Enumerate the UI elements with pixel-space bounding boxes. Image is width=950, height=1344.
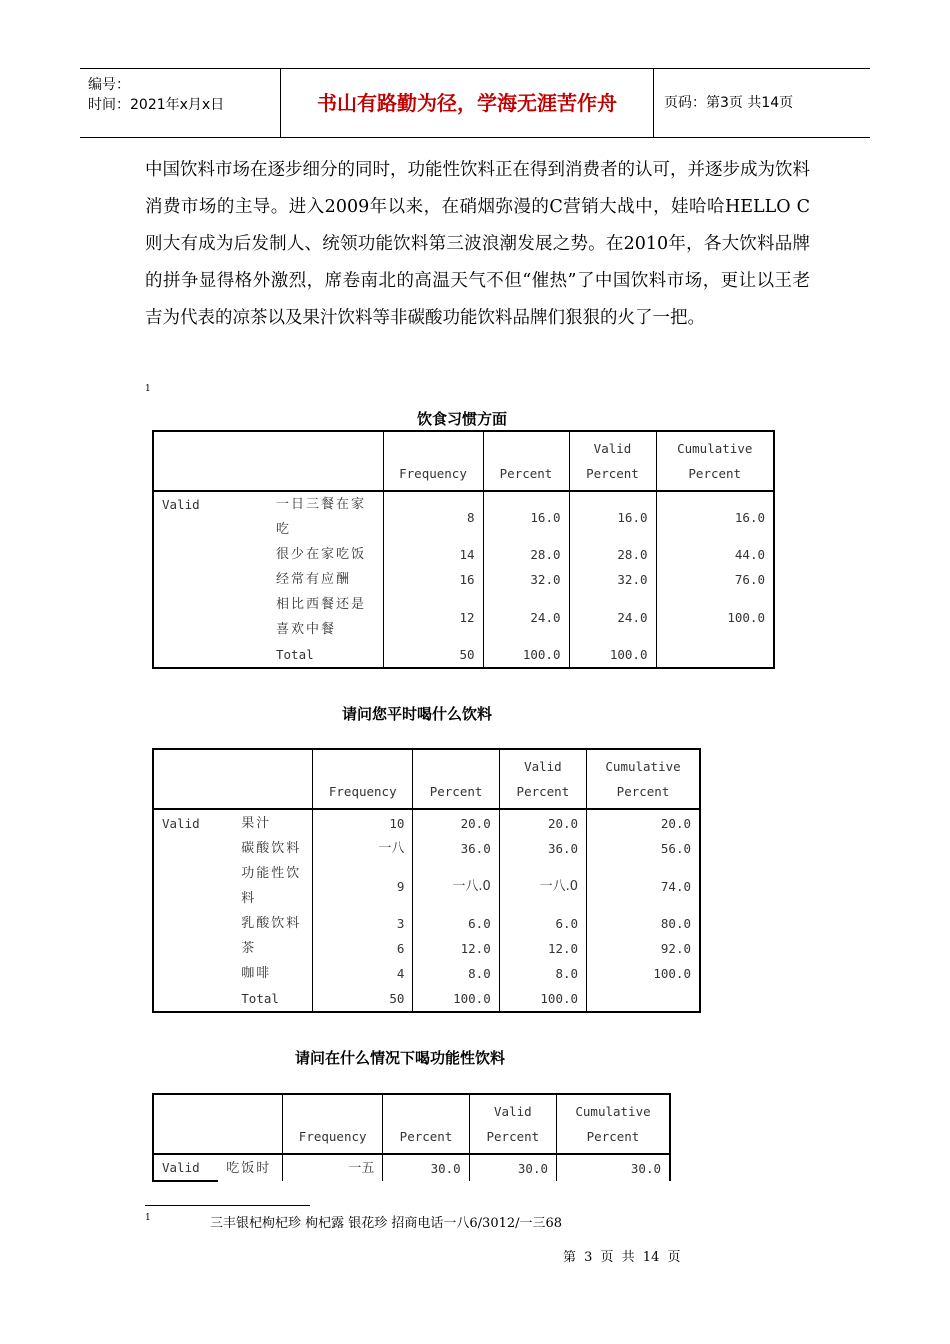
table-row [153,592,774,642]
cell-cumulative: 92.0 [660,941,691,956]
table-row [153,1154,670,1181]
cell-frequency: 3 [313,911,413,936]
table3-header-frequency: Frequency [282,1094,382,1154]
table3-header-valid-percent: Valid Percent [469,1094,556,1154]
cell-percent: 6.0 [413,911,499,936]
row-label: 乳酸饮料 [233,911,312,936]
cell-cumulative [656,642,774,668]
cell-valid-percent: 100.0 [569,642,656,668]
table2-header-row [153,749,700,809]
cell-valid-percent: 32.0 [569,567,656,592]
cell-cumulative: 20.0 [660,815,691,831]
row-label: 相比西餐还是 喜欢中餐 [268,592,383,642]
cell-percent: 一八.0 [413,861,499,911]
table3-valid-label: Valid [153,1154,218,1181]
cell-frequency: 9 [313,861,413,911]
cell-percent: 30.0 [383,1154,469,1181]
cell-percent: 12.0 [413,936,499,961]
table-row [153,936,700,961]
cell-frequency: 14 [383,542,483,567]
table1 [152,430,775,669]
cell-cumulative [587,986,700,1012]
row-label: 茶 [233,936,312,961]
row-label: 咖啡 [233,961,312,986]
table1-valid-label: Valid [162,497,200,512]
table-row-total [153,642,774,668]
row-label: 功能性饮 料 [233,861,312,911]
cell-percent: 24.0 [483,592,569,642]
header-number: 编号： [88,77,130,93]
table1-header-cumulative: Cumulative Percent [656,431,774,491]
cell-percent: 32.0 [483,567,569,592]
cell-valid-percent: 28.0 [569,542,656,567]
cell-cumulative: 74.0 [660,878,691,894]
footnote-text: 三丰银杞枸杞珍 枸杞露 银花珍 招商电话一八6/3012/一三68 [210,1216,563,1231]
cell-cumulative: 76.0 [734,572,765,587]
cell-cumulative: 80.0 [660,916,691,931]
cell-frequency: 一五 [282,1154,382,1181]
cell-percent: 8.0 [413,961,499,986]
cell-valid-percent: 24.0 [569,592,656,642]
cell-percent: 28.0 [483,542,569,567]
cell-valid-percent: 8.0 [499,961,586,986]
header-motto: 书山有路勤为径，学海无涯苦作舟 [281,69,654,137]
table1-header-valid-percent: Valid Percent [569,431,656,491]
row-label: 经常有应酬 [268,567,383,592]
table2-caption: 请问您平时喝什么饮料 [342,705,493,723]
row-label: 果汁 [233,809,312,836]
table1-header-frequency: Frequency [383,431,483,491]
cell-valid-percent: 20.0 [499,809,586,836]
table-row [153,861,700,911]
row-label: 一日三餐在家 吃 [268,491,383,542]
cell-frequency: 50 [383,642,483,668]
cell-valid-percent: 36.0 [499,836,586,861]
cell-percent: 16.0 [483,491,569,542]
table3-header-row [153,1094,670,1154]
cell-cumulative: 30.0 [630,1160,661,1176]
table1-header-row [153,431,774,491]
row-label: 很少在家吃饭 [268,542,383,567]
footnote-separator [145,1205,310,1206]
cell-cumulative: 44.0 [734,547,765,562]
cell-cumulative: 56.0 [660,841,691,856]
cell-cumulative: 16.0 [734,509,765,525]
footnote-number: 1 [145,1213,151,1223]
cell-frequency: 12 [383,592,483,642]
row-label: Total [268,642,383,668]
cell-cumulative: 100.0 [653,966,691,981]
cell-valid-percent: 16.0 [569,491,656,542]
header-meta [80,69,281,137]
cell-frequency: 4 [313,961,413,986]
header-time: 时间：2021年x月x日 [88,97,225,113]
table3-header-percent: Percent [383,1094,469,1154]
cell-valid-percent: 100.0 [499,986,586,1012]
cell-percent: 100.0 [413,986,499,1012]
table1-header-percent: Percent [483,431,569,491]
table-row [153,836,700,861]
page-number: 第 3 页 共 14 页 [563,1250,681,1265]
cell-frequency: 8 [383,491,483,542]
body-paragraph: 中国饮料市场在逐步细分的同时，功能性饮料正在得到消费者的认可，并逐步成为饮料消费市场的主导。进入2009年以来，在硝烟弥漫的C营销大战中，娃哈哈HELLO C则大有成为后发制人、统领功能饮料第三波浪潮发展之势。在2010年，各大饮料品牌的拼争显得格外激烈，席卷南北的高温天气不但“催热”了中国饮料市场，更让以王老吉为代表的凉茶以及果汁饮料等非碳酸功能饮料品牌们狠狠的火了一把。 [145,160,810,328]
table2-header-cumulative: Cumulative Percent [587,749,700,809]
cell-valid-percent: 6.0 [499,911,586,936]
cell-frequency: 16 [383,567,483,592]
table3 [152,1093,671,1182]
cell-percent: 100.0 [483,642,569,668]
row-label: 碳酸饮料 [233,836,312,861]
cell-frequency: 50 [313,986,413,1012]
table2 [152,748,701,1013]
footnote-marker: 1 [145,384,151,394]
table2-header-valid-percent: Valid Percent [499,749,586,809]
cell-percent: 36.0 [413,836,499,861]
table-row [153,809,700,836]
header-page-label: 页码：第3页 共14页 [664,95,794,111]
cell-cumulative: 100.0 [727,609,765,625]
page-header [80,68,870,138]
table3-caption: 请问在什么情况下喝功能性饮料 [295,1049,506,1067]
table2-valid-label: Valid [162,815,200,831]
table3-header-cumulative: Cumulative Percent [557,1094,670,1154]
cell-valid-percent: 一八.0 [499,861,586,911]
table2-header-percent: Percent [413,749,499,809]
table-row [153,542,774,567]
cell-frequency: 10 [313,809,413,836]
table-row [153,491,774,542]
table2-header-frequency: Frequency [313,749,413,809]
cell-valid-percent: 30.0 [469,1154,556,1181]
cell-percent: 20.0 [413,809,499,836]
cell-frequency: 一八 [313,836,413,861]
table-row [153,567,774,592]
table-row [153,911,700,936]
cell-frequency: 6 [313,936,413,961]
table-row [153,961,700,986]
table1-caption: 饮食习惯方面 [416,410,507,428]
cell-valid-percent: 12.0 [499,936,586,961]
table-row-total [153,986,700,1012]
row-label: Total [233,986,312,1012]
row-label: 吃饭时 [218,1154,282,1181]
